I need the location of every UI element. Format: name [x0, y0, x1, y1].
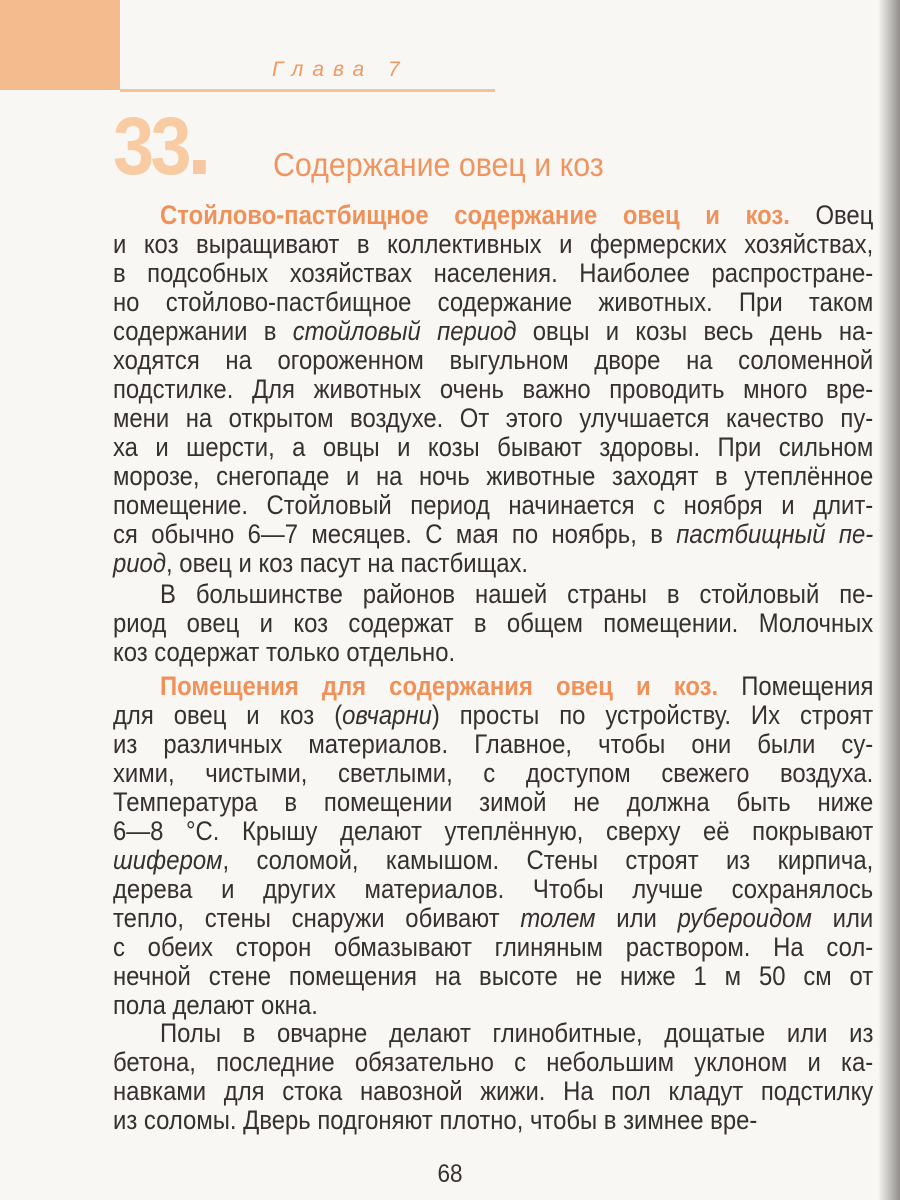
body-text-span: риод овец и коз содержат в общем помещении. Молочных: [113, 608, 874, 638]
body-text-span: мени на открытом воздухе. От этого улучшается качество пу-: [113, 403, 874, 433]
body-text-span: , овец и коз пасут на пастбищах.: [166, 548, 529, 578]
body-text-span: с обеих сторон обмазывают глиняным раствором. На сол-: [113, 932, 874, 962]
paragraph-4-line: [113, 1105, 873, 1135]
term-text: овчарни: [342, 700, 432, 730]
paragraph-3-line: [113, 700, 873, 730]
body-text-span: В большинстве районов нашей страны в стойловый пе-: [160, 579, 874, 609]
paragraph-4-line: [160, 1018, 873, 1048]
paragraph-3-line: [113, 990, 873, 1020]
paragraph-1-line: [113, 258, 873, 288]
body-text-span: помещение. Стойловый период начинается с ноября и длит-: [113, 490, 874, 520]
body-text-span: из соломы. Дверь подгоняют плотно, чтобы в зимнее вре-: [113, 1105, 758, 1135]
paragraph-3-line: [113, 903, 873, 933]
body-text-span: коз содержат только отдельно.: [113, 637, 456, 667]
body-text-span: подстилке. Для животных очень важно проводить много вре-: [113, 374, 874, 404]
paragraph-3-line: [113, 961, 873, 991]
body-text-span: из различных материалов. Главное, чтобы они были су-: [113, 729, 874, 759]
body-text-span: для овец и коз (: [113, 700, 343, 730]
paragraph-1-line: [113, 519, 873, 549]
paragraph-1-line: [113, 432, 873, 462]
term-text: шифером: [113, 845, 223, 875]
body-text-span: в подсобных хозяйствах населения. Наиболее распростране-: [113, 258, 874, 288]
page-gutter-shadow: [878, 0, 900, 1200]
body-text-span: но стойлово-пастбищное содержание животных. При таком: [113, 287, 874, 317]
paragraph-1-line: [160, 200, 873, 230]
paragraph-3-line: [113, 874, 873, 904]
body-text-span: ся обычно 6—7 месяцев. С мая по ноябрь, в: [113, 519, 677, 549]
paragraph-3-line: [160, 671, 873, 701]
body-text-span: овцы и козы весь день на-: [516, 316, 874, 346]
paragraph-1-line: [113, 229, 873, 259]
section-number: [113, 100, 206, 194]
paragraph-1-line: [113, 403, 873, 433]
term-text: стойловый период: [292, 316, 517, 346]
section-title: Содержание овец и коз: [273, 146, 604, 183]
term-text: толем: [520, 903, 596, 933]
paragraph-2-line: [113, 637, 873, 667]
paragraph-1-line: [113, 548, 873, 578]
body-text-span: 6—8 °С. Крышу делают утеплённую, сверху её покрывают: [113, 816, 874, 846]
paragraph-1-line: [113, 461, 873, 491]
body-text-span: ха и шерсти, а овцы и козы бывают здоровы. При сильном: [113, 432, 874, 462]
chapter-label: Глава 7: [272, 58, 409, 81]
body-text-span: морозе, снегопаде и на ночь животные заходят в утеплённое: [113, 461, 874, 491]
section-number-dot: [193, 160, 206, 174]
subheading-text: Помещения для содержания овец и коз.: [160, 671, 719, 701]
paragraph-3-line: [113, 932, 873, 962]
page-number: 68: [437, 1160, 463, 1188]
body-text-span: Температура в помещении зимой не должна быть ниже: [113, 787, 874, 817]
term-text: рубероидом: [677, 903, 812, 933]
body-text-span: бетона, последние обязательно с небольшим уклоном и ка-: [113, 1047, 874, 1077]
paragraph-1-line: [113, 345, 873, 375]
paragraph-3-line: [113, 816, 873, 846]
header-rule: [120, 89, 495, 92]
body-text-span: навками для стока навозной жижи. На пол кладут подстилку: [113, 1076, 874, 1106]
body-text-span: нечной стене помещения на высоте не ниже 1 м 50 см от: [113, 961, 874, 991]
body-text-span: , соломой, камышом. Стены строят из кирпича,: [222, 845, 874, 875]
paragraph-3-line: [113, 729, 873, 759]
paragraph-1-line: [113, 490, 873, 520]
body-text-span: содержании в: [113, 316, 293, 346]
body-text-span: пола делают окна.: [113, 990, 318, 1020]
paragraph-3-line: [113, 758, 873, 788]
paragraph-2-line: [113, 608, 873, 638]
paragraph-3-line: [113, 787, 873, 817]
body-text-span: Полы в овчарне делают глинобитные, дощатые или из: [160, 1018, 874, 1048]
body-text-span: тепло, стены снаружи обивают: [113, 903, 521, 933]
paragraph-1-line: [113, 287, 873, 317]
body-text-span: хими, чистыми, светлыми, с доступом свежего воздуха.: [113, 758, 874, 788]
body-text-span: дерева и других материалов. Чтобы лучше сохранялось: [113, 874, 874, 904]
subheading-text: Стойлово-пастбищное содержание овец и коз.: [160, 200, 790, 230]
body-text-span: ходятся на огороженном выгульном дворе на соломенной: [113, 345, 874, 375]
section-number-text: 33: [113, 101, 188, 192]
paragraph-1-line: [113, 316, 873, 346]
paragraph-4-line: [113, 1047, 873, 1077]
term-text: пастбищный пе-: [676, 519, 874, 549]
paragraph-4-line: [113, 1076, 873, 1106]
term-text: риод: [113, 548, 167, 578]
body-text-span: и коз выращивают в коллективных и фермерских хозяйствах,: [113, 229, 874, 259]
paragraph-2-line: [160, 579, 873, 609]
corner-color-block: [0, 0, 120, 90]
body-text-span: ) просты по устройству. Их строят: [431, 700, 874, 730]
paragraph-3-line: [113, 845, 873, 875]
body-text-span: Овец: [789, 200, 874, 230]
paragraph-1-line: [113, 374, 873, 404]
body-text-span: или: [811, 903, 874, 933]
body-text-span: или: [595, 903, 678, 933]
body-text-span: Помещения: [718, 671, 874, 701]
